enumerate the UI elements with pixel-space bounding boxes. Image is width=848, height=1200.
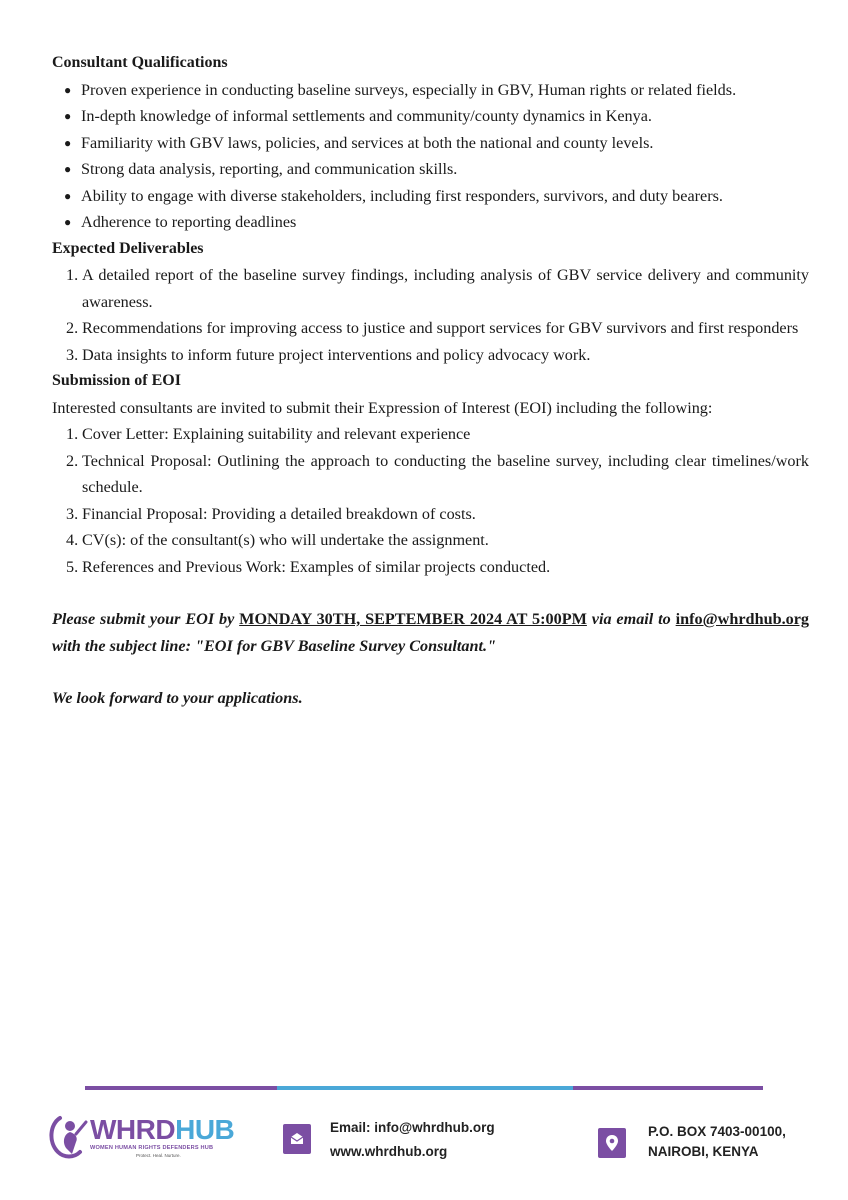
deliverables-heading: Expected Deliverables: [52, 239, 204, 257]
qualifications-list: [52, 77, 809, 236]
list-item: ● Adherence to reporting deadlines: [52, 209, 809, 236]
footer-address-line1: P.O. BOX 7403-00100,: [648, 1124, 786, 1139]
list-item: ● Familiarity with GBV laws, policies, and services at both the national and county levels.: [52, 130, 809, 157]
footer-address-line2: NAIROBI, KENYA: [648, 1144, 759, 1159]
submission-heading: Submission of EOI: [52, 372, 181, 389]
logo-subtitle: WOMEN HUMAN RIGHTS DEFENDERS HUB: [90, 1145, 214, 1151]
list-item: 3. Data insights to inform future project interventions and policy advocacy work.: [66, 345, 591, 364]
deadline: MONDAY 30TH, SEPTEMBER 2024 AT 5:00PM: [239, 610, 587, 628]
list-item: 5. References and Previous Work: Examples of similar projects conducted.: [66, 557, 551, 576]
whrdhub-logo: [46, 1112, 246, 1162]
bullet-icon: ●: [64, 82, 72, 97]
footer-divider-middle: [277, 1086, 573, 1090]
logo-wordmark: WHRDHUB: [90, 1114, 235, 1145]
list-item: 1. A detailed report of the baseline survey findings, including analysis of GBV service delivery and community awareness.: [66, 266, 809, 311]
envelope-icon-box: [283, 1124, 311, 1154]
footer-divider-left: [85, 1086, 277, 1090]
list-item: ● Strong data analysis, reporting, and communication skills.: [52, 156, 809, 183]
footer-email[interactable]: Email: info@whrdhub.org: [330, 1120, 495, 1135]
document-body: [52, 50, 809, 712]
submission-intro: Interested consultants are invited to submit their Expression of Interest (EOI) including the following:: [52, 398, 713, 417]
submission-list: [52, 421, 809, 580]
email-link[interactable]: info@whrdhub.org: [675, 610, 809, 628]
location-pin-icon: [598, 1128, 626, 1158]
qualifications-heading: Consultant Qualifications: [52, 54, 228, 71]
sign-off: We look forward to your applications.: [52, 689, 303, 707]
list-item: 2. Technical Proposal: Outlining the approach to conducting the baseline survey, including clear timelines/work schedule.: [66, 451, 809, 496]
bullet-icon: ●: [64, 162, 72, 176]
list-item: ● Ability to engage with diverse stakeholders, including first responders, survivors, and duty bearers.: [52, 183, 809, 210]
list-item: 3. Financial Proposal: Providing a detailed breakdown of costs.: [66, 504, 476, 523]
list-item: 1. Cover Letter: Explaining suitability and relevant experience: [66, 425, 471, 443]
deliverables-list: [52, 262, 809, 368]
bullet-icon: ●: [64, 215, 72, 229]
woman-figure-icon: [46, 1112, 90, 1162]
footer-divider-right: [573, 1086, 763, 1090]
bullet-icon: ●: [64, 135, 72, 150]
list-item: ● In-depth knowledge of informal settlements and community/county dynamics in Kenya.: [52, 103, 809, 130]
bullet-icon: ●: [64, 188, 72, 203]
list-item: ● Proven experience in conducting baseline surveys, especially in GBV, Human rights or related fields.: [52, 77, 809, 104]
logo-tagline: Protect. Heal. Nurture.: [136, 1153, 181, 1158]
list-item: 2. Recommendations for improving access to justice and support services for GBV survivors and first responders: [66, 319, 799, 337]
list-item: 4. CV(s): of the consultant(s) who will undertake the assignment.: [66, 531, 489, 549]
location-pin-icon-box: [598, 1128, 626, 1158]
submission-instructions: Please submit your EOI by MONDAY 30TH, SEPTEMBER 2024 AT 5:00PM via email to info@whrdhub.org with the subject line: "EOI for GBV Baseline Survey Consultant.": [52, 610, 809, 655]
bullet-icon: ●: [64, 109, 72, 123]
footer-website[interactable]: www.whrdhub.org: [330, 1144, 448, 1159]
envelope-icon: [283, 1124, 311, 1154]
